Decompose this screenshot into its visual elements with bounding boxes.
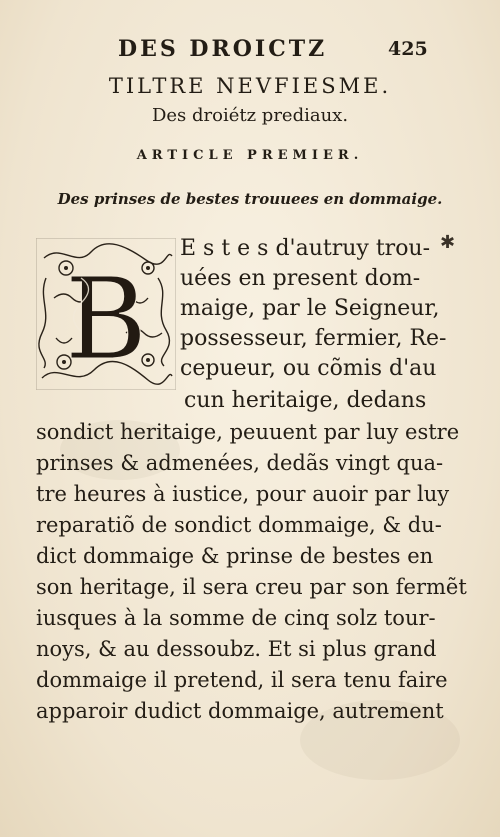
- text-line: dict dommaige & prinse de bestes en: [36, 544, 434, 568]
- text-line: iusques à la somme de cinq solz tour-: [36, 606, 436, 630]
- drop-cap-ornament: [36, 238, 176, 390]
- subtitle: Des droiétz prediaux.: [151, 105, 349, 126]
- drop-cap-letter: B: [64, 255, 148, 385]
- text-line: reparatiõ de sondict dommaige, & du-: [36, 513, 442, 537]
- folio-number: 425: [388, 38, 428, 60]
- text-line: tre heures à iustice, pour auoir par luy: [36, 482, 450, 506]
- rubric: Des prinses de bestes trouuees en dommaige.: [57, 190, 443, 208]
- text-line: maige, par le Seigneur,: [180, 296, 440, 321]
- marginal-mark-icon: ✱: [440, 232, 456, 253]
- text-line: apparoir dudict dommaige, autrement: [36, 699, 444, 723]
- text-line: cun heritaige, dedans: [184, 388, 427, 413]
- text-line: possesseur, fermier, Re-: [180, 326, 447, 351]
- running-head: [0, 36, 500, 66]
- title-heading: TILTRE NEVFIESME.: [108, 74, 392, 98]
- running-title: DES DROICTZ: [118, 36, 328, 62]
- text-line: son heritage, il sera creu par son fermẽt: [36, 575, 467, 599]
- text-line: noys, & au dessoubz. Et si plus grand: [36, 637, 437, 661]
- text-line: dommaige il pretend, il sera tenu faire: [36, 668, 448, 692]
- text-line: sondict heritaige, peuuent par luy estre: [36, 420, 460, 444]
- text-line: uées en present dom-: [180, 266, 421, 291]
- text-line: prinses & admenées, dedãs vingt qua-: [36, 451, 444, 475]
- text-line: cepueur, ou cõmis d'au: [180, 356, 437, 381]
- article-heading: ARTICLE PREMIER.: [136, 148, 364, 163]
- text-line: E s t e s d'autruy trou-: [180, 236, 431, 261]
